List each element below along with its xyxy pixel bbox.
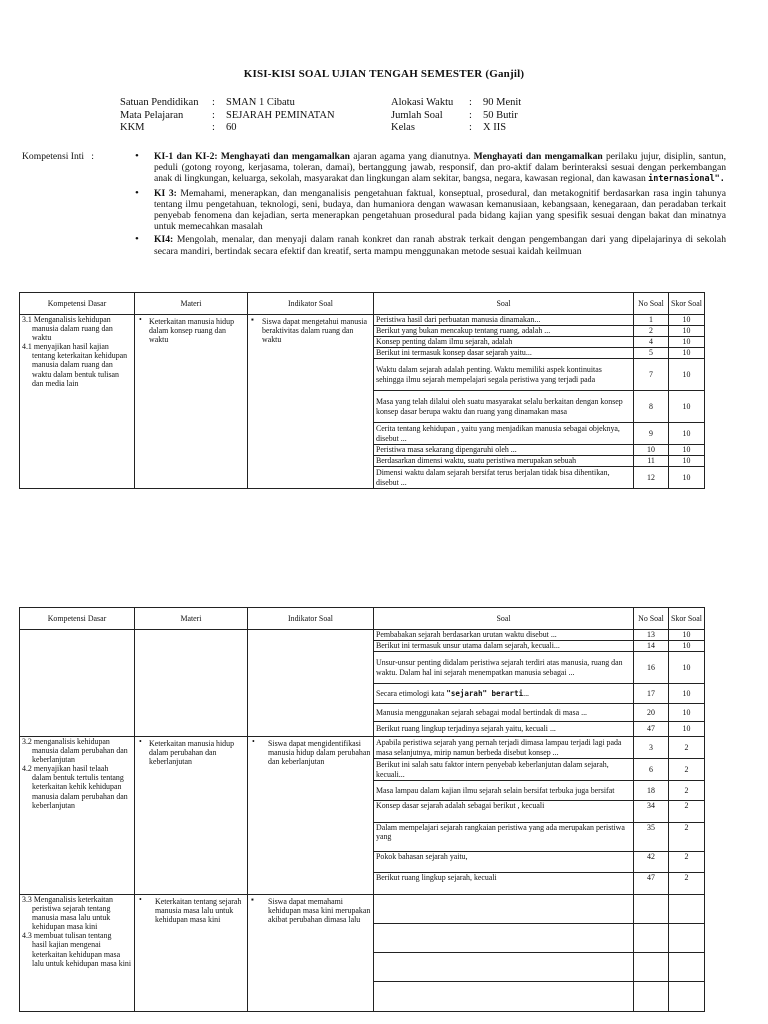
soal-cell: Peristiwa hasil dari perbuatan manusia dinamakan... [374,315,634,326]
soal-cell: Berikut ruang lingkup terjadinya sejarah yaitu, kecuali ... [374,722,634,737]
skor-cell: 10 [669,348,705,359]
header-materi: Materi [135,608,248,630]
no-soal-cell: 5 [634,348,669,359]
skor-cell: 10 [669,359,705,391]
skor-cell [669,953,705,982]
soal-cell: Berikut ini salah satu faktor intern penyebab keberlanjutan dalam sejarah, kecuali... [374,759,634,781]
no-soal-cell: 42 [634,852,669,873]
kisi-table-1 [19,292,705,489]
soal-cell: Konsep penting dalam ilmu sejarah, adalah [374,337,634,348]
header-skor: Skor Soal [669,293,705,315]
soal-cell: Berikut ini termasuk unsur utama dalam sejarah, kecuali... [374,641,634,652]
no-soal-cell: 2 [634,326,669,337]
soal-cell: Berikut ruang lingkup sejarah, kecuali [374,873,634,895]
no-soal-cell: 6 [634,759,669,781]
no-soal-cell: 9 [634,423,669,445]
soal-cell: Berikut yang bukan mencakup tentang ruang, adalah ... [374,326,634,337]
soal-cell: Cerita tentang kehidupan , yaitu yang menjadikan manusia sebagai objeknya, disebut ... [374,423,634,445]
indikator-cell [248,630,374,737]
soal-cell: Peristiwa masa sekarang dipengaruhi oleh ... [374,445,634,456]
soal-cell: Masa lampau dalam kajian ilmu sejarah selain bersifat terbuka juga bersifat [374,781,634,801]
no-soal-cell: 1 [634,315,669,326]
soal-cell: Secara etimologi kata "sejarah" berarti... [374,684,634,704]
skor-cell: 10 [669,684,705,704]
skor-cell: 10 [669,391,705,423]
skor-cell: 2 [669,823,705,852]
indikator-cell: ▪ Siswa dapat memahami kehidupan masa kini merupakan akibat perubahan dimasa lalu [248,895,374,1012]
kisi-table-2 [19,607,705,1012]
no-soal-cell: 7 [634,359,669,391]
materi-cell: • Keterkaitan manusia hidup dalam konsep ruang dan waktu [135,315,248,489]
soal-cell: Waktu dalam sejarah adalah penting. Waktu memiliki aspek kontinuitas sehingga ilmu sejarah mempelajari segala peristiwa yang terjadi pada [374,359,634,391]
skor-cell: 10 [669,652,705,684]
ki-label: Kompetensi Inti : [22,151,94,162]
skor-cell: 10 [669,630,705,641]
kompetensi-dasar-cell: 3.1 Menganalisis kehidupan manusia dalam ruang dan waktu 4.1 menyajikan hasil kajian tentang keterkaitan kehidupan manusia dalam ruang dan waktu dalam bentuk tulisan dan media lain [20,315,135,489]
soal-cell [374,924,634,953]
info-row: Jumlah Soal : 50 Butir [391,109,518,121]
header-indikator: Indikator Soal [248,608,374,630]
no-soal-cell: 47 [634,873,669,895]
header-indikator: Indikator Soal [248,293,374,315]
indikator-cell: ▪ Siswa dapat mengetahui manusia beraktivitas dalam ruang dan waktu [248,315,374,489]
no-soal-cell: 47 [634,722,669,737]
skor-cell [669,982,705,1012]
soal-cell [374,895,634,924]
skor-cell: 2 [669,852,705,873]
kompetensi-dasar-cell: 3.2 menganalisis kehidupan manusia dalam perubahan dan keberlanjutan 4.2 menyajikan hasil telaah dalam bentuk tertulis tentang keterkaitan kehik kehidupan manusia dalam perubahan dan keberlanjutan [20,737,135,895]
no-soal-cell: 11 [634,456,669,467]
no-soal-cell: 4 [634,337,669,348]
no-soal-cell [634,953,669,982]
header-materi: Materi [135,293,248,315]
skor-cell: 10 [669,326,705,337]
header-no: No Soal [634,608,669,630]
skor-cell: 10 [669,722,705,737]
materi-cell [135,630,248,737]
soal-cell: Masa yang telah dilalui oleh suatu masyarakat selalu berkaitan dengan konsep konsep dasar berupa waktu dan ruang yang dinamakan masa [374,391,634,423]
soal-cell: Berdasarkan dimensi waktu, suatu peristiwa merupakan sebuah [374,456,634,467]
skor-cell: 10 [669,315,705,326]
no-soal-cell: 10 [634,445,669,456]
no-soal-cell: 13 [634,630,669,641]
info-row: Mata Pelajaran : SEJARAH PEMINATAN [120,109,335,121]
header-no: No Soal [634,293,669,315]
skor-cell: 10 [669,445,705,456]
header-soal: Soal [374,608,634,630]
no-soal-cell: 18 [634,781,669,801]
page-title: KISI-KISI SOAL UJIAN TENGAH SEMESTER (Ganjil) [243,68,525,80]
soal-cell: Manusia menggunakan sejarah sebagai modal bertindak di masa ... [374,704,634,722]
skor-cell: 10 [669,641,705,652]
info-row: Alokasi Waktu : 90 Menit [391,97,522,108]
indikator-cell: • Siswa dapat mengidentifikasi manusia hidup dalam perubahan dan keberlanjutan [248,737,374,895]
header-soal: Soal [374,293,634,315]
no-soal-cell: 8 [634,391,669,423]
kompetensi-dasar-cell [20,630,135,737]
materi-cell: • Keterkaitan manusia hidup dalam perubahan dan keberlanjutan [135,737,248,895]
materi-cell: • Keterkaitan tentang sejarah manusia masa lalu untuk kehidupan masa kini [135,895,248,1012]
no-soal-cell: 17 [634,684,669,704]
info-row: KKM : 60 [120,122,237,133]
skor-cell: 10 [669,456,705,467]
skor-cell: 2 [669,759,705,781]
soal-cell: Dimensi waktu dalam sejarah bersifat terus berjalan tidak bisa dihentikan, disebut ... [374,467,634,489]
header-kd: Kompetensi Dasar [20,293,135,315]
soal-cell: Pembabakan sejarah berdasarkan urutan waktu disebut ... [374,630,634,641]
no-soal-cell [634,924,669,953]
kompetensi-dasar-cell: 3.3 Menganalisis keterkaitan peristiwa sejarah tentang manusia masa lalu untuk kehidupan masa kini 4.3 membuat tulisan tentang hasil kajian mengenai keterkaitan kehidupan masa lalu untuk kehidupan masa kini [20,895,135,1012]
info-row: Satuan Pendidikan : SMAN 1 Cibatu [120,97,295,108]
soal-cell: Berikut ini termasuk konsep dasar sejarah yaitu... [374,348,634,359]
info-row: Kelas : X IIS [391,122,507,133]
skor-cell: 2 [669,781,705,801]
info-right [391,97,521,135]
soal-cell: Unsur-unsur penting didalam peristiwa sejarah terdiri atas manusia, ruang dan waktu. Dalam hal ini sejarah menempatkan manusia sebagai ... [374,652,634,684]
soal-cell [374,953,634,982]
header-skor: Skor Soal [669,608,705,630]
ki-item-1: • KI-1 dan KI-2: Menghayati dan mengamalkan ajaran agama yang dianutnya. Menghayati dan mengamalkan perilaku jujur, disiplin, santun, peduli (gotong royong, kerjasama, toleran, damai), bertanggung jawab, responsif, dan pro-aktif dalam berinteraksi sesuai dengan perkembangan anak di lingkungan, keluarga, sekolah, masyarakat dan lingkungan alam sekitar, bangsa, negara, kawasan regional, dan kawasan internasional". [135,151,726,186]
soal-cell: Konsep dasar sejarah adalah sebagai berikut , kecuali [374,801,634,823]
kompetensi-inti [22,151,726,259]
soal-cell [374,982,634,1012]
skor-cell: 10 [669,467,705,489]
info-left [120,97,335,135]
skor-cell [669,924,705,953]
skor-cell: 10 [669,337,705,348]
ki-item-4: • KI4: Mengolah, menalar, dan menyaji dalam ranah konkret dan ranah abstrak terkait dengan pengembangan dari yang dipelajarinya di sekolah secara mandiri, bertindak secara efektif dan kreatif, serta mampu menggunakan metode sesuai kaidah keilmuan [135,234,726,256]
skor-cell: 2 [669,873,705,895]
no-soal-cell: 14 [634,641,669,652]
skor-cell: 2 [669,737,705,759]
skor-cell: 10 [669,423,705,445]
no-soal-cell: 34 [634,801,669,823]
no-soal-cell [634,982,669,1012]
no-soal-cell: 35 [634,823,669,852]
skor-cell: 10 [669,704,705,722]
soal-cell: Apabila peristiwa sejarah yang pernah terjadi dimasa lampau terjadi lagi pada masa selanjutnya, mirip namun berbeda disebut konsep ... [374,737,634,759]
ki-item-3: • KI 3: Memahami, menerapkan, dan menganalisis pengetahuan faktual, konseptual, prosedural, dan metakognitif berdasarkan rasa ingin tahunya tentang ilmu pengetahuan, teknologi, seni, budaya, dan humaniora dengan wawasan kemanusiaan, kebangsaan, kenegaraan, dan peradaban terkait penyebab fenomena dan kejadian, serta menerapkan pengetahuan prosedural pada bidang kajian yang spesifik sesuai dengan bakat dan minatnya untuk memecahkan masalah [135,188,726,233]
skor-cell: 2 [669,801,705,823]
header-kd: Kompetensi Dasar [20,608,135,630]
soal-cell: Dalam mempelajari sejarah rangkaian peristiwa yang ada merupakan peristiwa yang [374,823,634,852]
no-soal-cell: 20 [634,704,669,722]
skor-cell [669,895,705,924]
no-soal-cell: 16 [634,652,669,684]
soal-cell: Pokok bahasan sejarah yaitu, [374,852,634,873]
no-soal-cell [634,895,669,924]
no-soal-cell: 12 [634,467,669,489]
no-soal-cell: 3 [634,737,669,759]
